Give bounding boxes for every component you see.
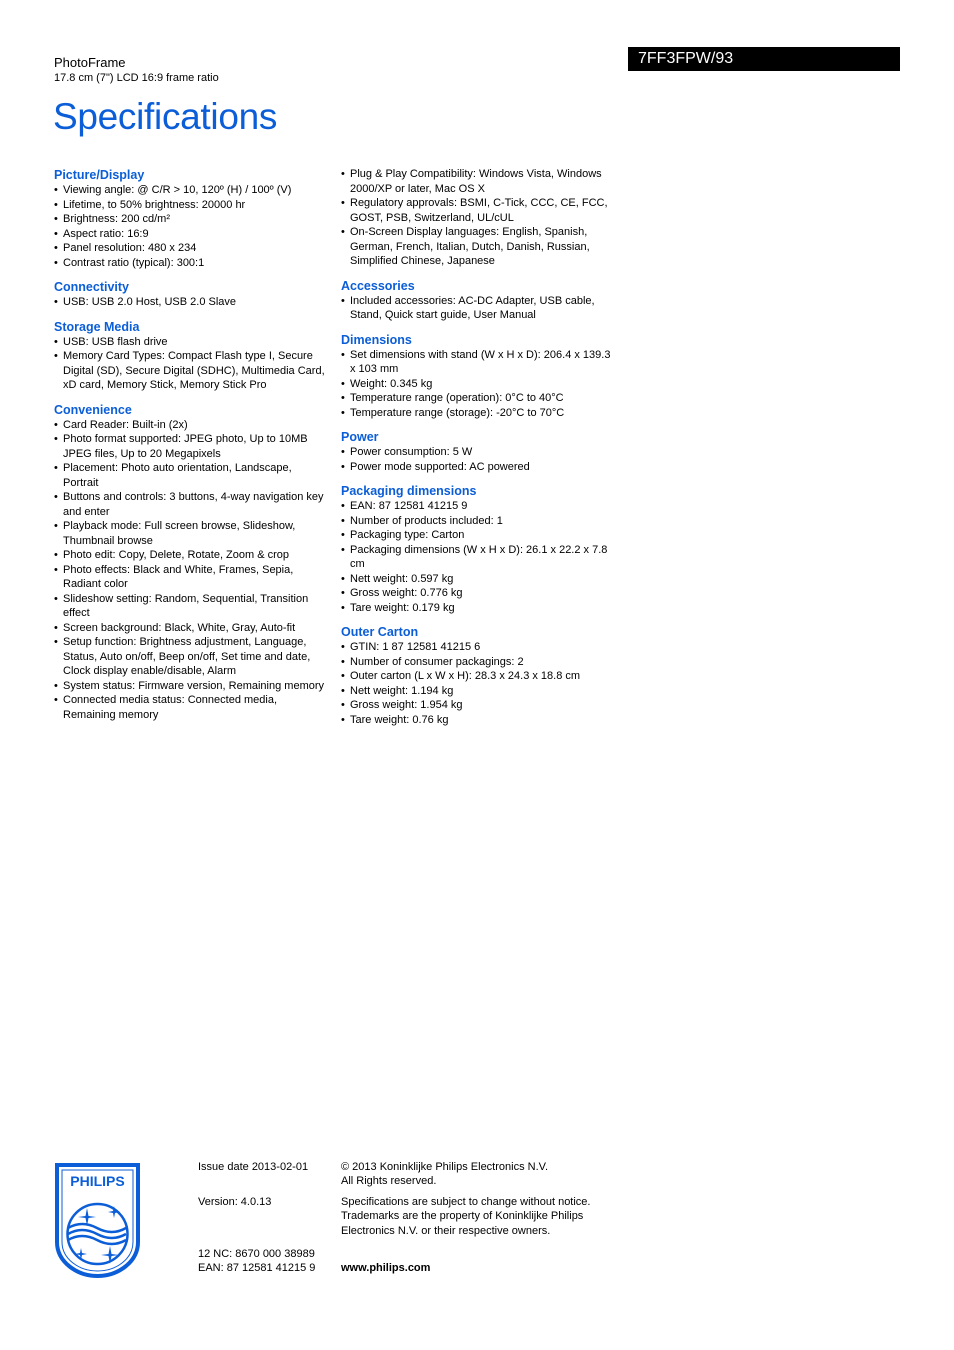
section-title: Picture/Display <box>54 168 145 182</box>
spec-list <box>341 640 616 727</box>
section-title: Power <box>341 430 379 444</box>
spec-item: • Connected media status: Connected media, Remaining memory <box>54 693 329 722</box>
spec-item: • Temperature range (storage): -20°C to 70°C <box>341 406 616 421</box>
spec-item: • Photo format supported: JPEG photo, Up to 10MB JPEG files, Up to 20 Megapixels <box>54 432 329 461</box>
section-title: Storage Media <box>54 319 140 334</box>
spec-item: • Viewing angle: @ C/R > 10, 120º (H) / 100º (V) <box>54 183 329 198</box>
spec-item: • Lifetime, to 50% brightness: 20000 hr <box>54 198 329 213</box>
section-title: Dimensions <box>341 332 412 347</box>
spec-item: • Packaging dimensions (W x H x D): 26.1 x 22.2 x 7.8 cm <box>341 543 616 572</box>
version: Version: 4.0.13 <box>198 1196 272 1208</box>
ean-number: EAN: 87 12581 41215 9 <box>198 1262 316 1274</box>
spec-item: • USB: USB 2.0 Host, USB 2.0 Slave <box>54 295 329 310</box>
spec-list <box>341 294 616 323</box>
copyright-line-1: © 2013 Koninklijke Philips Electronics N.V. <box>341 1161 549 1173</box>
spec-item: • Set dimensions with stand (W x H x D): 206.4 x 139.3 x 103 mm <box>341 348 616 377</box>
spec-item: • Tare weight: 0.179 kg <box>341 601 616 616</box>
spec-section <box>54 167 329 270</box>
spec-item: • Aspect ratio: 16:9 <box>54 227 329 242</box>
spec-item: • Nett weight: 1.194 kg <box>341 684 616 699</box>
spec-item: • Weight: 0.345 kg <box>341 377 616 392</box>
spec-item: • Panel resolution: 480 x 234 <box>54 241 329 256</box>
product-name: PhotoFrame <box>54 55 126 70</box>
spec-item: • Power consumption: 5 W <box>341 445 616 460</box>
spec-list <box>341 445 616 474</box>
spec-item: • Setup function: Brightness adjustment, Language, Status, Auto on/off, Beep on/off, Set time and date, Clock display enable/disable, Alarm <box>54 635 329 679</box>
spec-section <box>341 278 616 323</box>
philips-shield-logo <box>54 1162 141 1279</box>
issue-date: Issue date 2013-02-01 <box>198 1161 309 1173</box>
spec-column-right <box>341 167 616 736</box>
spec-item: • Gross weight: 0.776 kg <box>341 586 616 601</box>
spec-item: • Playback mode: Full screen browse, Slideshow, Thumbnail browse <box>54 519 329 548</box>
spec-section <box>341 624 616 727</box>
disclaimer-line-2: Trademarks are the property of Koninklijke Philips <box>341 1210 584 1222</box>
disclaimer-line-1: Specifications are subject to change without notice. <box>341 1196 591 1208</box>
spec-item: • Photo edit: Copy, Delete, Rotate, Zoom & crop <box>54 548 329 563</box>
spec-item: • Buttons and controls: 3 buttons, 4-way navigation key and enter <box>54 490 329 519</box>
spec-item: • Photo effects: Black and White, Frames, Sepia, Radiant color <box>54 563 329 592</box>
spec-item: • Memory Card Types: Compact Flash type I, Secure Digital (SD), Secure Digital (SDHC), Multimedia Card, xD card, Memory Stick, Memory Stick Pro <box>54 349 329 393</box>
spec-item: • Card Reader: Built-in (2x) <box>54 418 329 433</box>
spec-item: • GTIN: 1 87 12581 41215 6 <box>341 640 616 655</box>
spec-item: • Brightness: 200 cd/m² <box>54 212 329 227</box>
spec-item: • Packaging type: Carton <box>341 528 616 543</box>
spec-list <box>54 183 329 270</box>
spec-item: • Number of products included: 1 <box>341 514 616 529</box>
spec-item: • Tare weight: 0.76 kg <box>341 713 616 728</box>
spec-item: • Placement: Photo auto orientation, Landscape, Portrait <box>54 461 329 490</box>
spec-column-left <box>54 167 329 731</box>
spec-item: • Gross weight: 1.954 kg <box>341 698 616 713</box>
spec-section <box>341 167 616 269</box>
spec-section <box>54 279 329 310</box>
spec-list <box>341 348 616 421</box>
website-link[interactable]: www.philips.com <box>341 1262 431 1274</box>
spec-item: • On-Screen Display languages: English, Spanish, German, French, Italian, Dutch, Danish, Russian, Simplified Chinese, Japanese <box>341 225 616 269</box>
spec-item: • EAN: 87 12581 41215 9 <box>341 499 616 514</box>
spec-item: • Nett weight: 0.597 kg <box>341 572 616 587</box>
copyright-line-2: All Rights reserved. <box>341 1175 437 1187</box>
product-subtitle: 17.8 cm (7") LCD 16:9 frame ratio <box>54 72 219 84</box>
section-title: Outer Carton <box>341 625 419 639</box>
spec-item: • Slideshow setting: Random, Sequential, Transition effect <box>54 592 329 621</box>
spec-list <box>54 335 329 393</box>
philips-logo-wordmark: PHILIPS <box>70 1173 125 1189</box>
spec-list <box>54 295 329 310</box>
spec-item: • Included accessories: AC-DC Adapter, USB cable, Stand, Quick start guide, User Manual <box>341 294 616 323</box>
spec-item: • System status: Firmware version, Remaining memory <box>54 679 329 694</box>
section-title: Convenience <box>54 402 132 417</box>
spec-item: • Plug & Play Compatibility: Windows Vista, Windows 2000/XP or later, Mac OS X <box>341 167 616 196</box>
spec-item: • Power mode supported: AC powered <box>341 460 616 475</box>
spec-section <box>54 319 329 393</box>
spec-item: • Outer carton (L x W x H): 28.3 x 24.3 x 18.8 cm <box>341 669 616 684</box>
spec-list <box>341 167 616 269</box>
spec-item: • Screen background: Black, White, Gray, Auto-fit <box>54 621 329 636</box>
section-title: Accessories <box>341 278 415 293</box>
spec-section <box>341 483 616 615</box>
disclaimer-line-3: Electronics N.V. or their respective owners. <box>341 1225 551 1237</box>
spec-section <box>54 402 329 723</box>
spec-item: • Contrast ratio (typical): 300:1 <box>54 256 329 271</box>
spec-item: • Number of consumer packagings: 2 <box>341 655 616 670</box>
spec-item: • USB: USB flash drive <box>54 335 329 350</box>
section-title: Packaging dimensions <box>341 484 477 498</box>
spec-item: • Temperature range (operation): 0°C to 40°C <box>341 391 616 406</box>
spec-list <box>341 499 616 615</box>
spec-list <box>54 418 329 723</box>
spec-section <box>341 429 616 474</box>
spec-section <box>341 332 616 421</box>
nc-number: 12 NC: 8670 000 38989 <box>198 1248 315 1260</box>
model-number-badge: 7FF3FPW/93 <box>628 47 900 71</box>
page-title: Specifications <box>53 96 278 137</box>
spec-item: • Regulatory approvals: BSMI, C-Tick, CCC, CE, FCC, GOST, PSB, Switzerland, UL/cUL <box>341 196 616 225</box>
section-title: Connectivity <box>54 280 130 294</box>
